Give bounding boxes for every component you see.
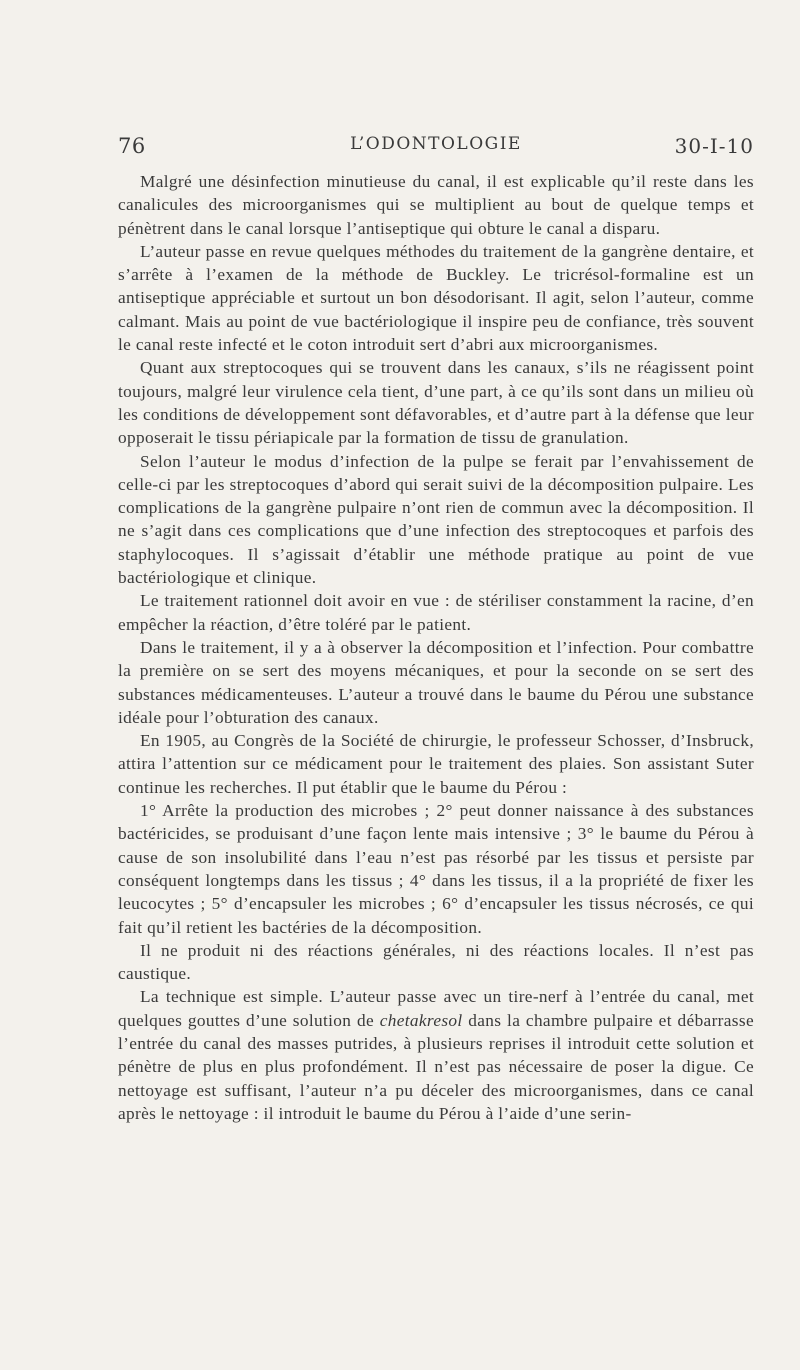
page-number: 76 bbox=[118, 134, 146, 158]
text-run: dans la chambre pulpaire et débarrasse l’entrée du canal des masses putrides, à plusieurs reprises il introduit cette solution et pénètre de plus en plus profondément. Il n’est pas nécessaire de poser la digue. Ce nettoyage est suffisant, l’auteur n’a pu déceler des microorganismes, dans ce canal après le nettoyage : il introduit le baume du Pérou à l’aide d’une serin- bbox=[118, 1010, 754, 1123]
paragraph: Selon l’auteur le modus d’infection de la pulpe se ferait par l’envahissement de celle-ci par les streptocoques d’abord qui serait suivi de la décomposition pulpaire. Les complications de la gangrène pulpaire n’ont rien de commun avec la décomposition. Il ne s’agit dans ces complications que d’une infection des streptocoques et parfois des staphylocoques. Il s’agissait d’établir une méthode pratique au point de vue bactériologique et clinique. bbox=[118, 451, 754, 588]
paragraph-last bbox=[118, 985, 754, 1125]
running-title: L’ODONTOLOGIE bbox=[350, 134, 522, 154]
paragraph: Il ne produit ni des réactions générales, ni des réactions locales. Il n’est pas caustique. bbox=[118, 940, 754, 984]
paragraph: Le traitement rationnel doit avoir en vue : de stériliser constamment la racine, d’en empêcher la réaction, d’être toléré par le patient. bbox=[118, 591, 754, 634]
paragraph: 1° Arrête la production des microbes ; 2° peut donner naissance à des substances bactéricides, se produisant d’une façon lente mais intensive ; 3° le baume du Pérou à cause de son insolubilité dans l’eau n’est pas résorbé par les tissus et persiste par conséquent longtemps dans les tissus ; 4° dans les tissus, il a la propriété de fixer les leucocytes ; 5° d’encapsuler les microbes ; 6° d’encapsuler les tissus nécrosés, ce qui fait qu’il retient les bactéries de la décomposition. bbox=[118, 801, 754, 937]
paragraph: En 1905, au Congrès de la Société de chirurgie, le professeur Schosser, d’Insbruck, attira l’attention sur ce médicament pour le traitement des plaies. Son assistant Suter continue les recherches. Il put établir que le baume du Pérou : bbox=[118, 731, 754, 797]
paragraph: Malgré une désinfection minutieuse du canal, il est explicable qu’il reste dans les canalicules des microorganismes qui se multiplient au bout de quelque temps et pénètrent dans le canal lorsque l’antiseptique qui obture le canal a disparu. bbox=[118, 172, 754, 238]
paragraph: Dans le traitement, il y a à observer la décomposition et l’infection. Pour combattre la première on se sert des moyens mécaniques, et pour la seconde on se sert des substances médicamenteuses. L’auteur a trouvé dans le baume du Pérou une substance idéale pour l’obturation des canaux. bbox=[118, 637, 754, 727]
page-header bbox=[118, 128, 754, 164]
article-body bbox=[118, 170, 754, 1125]
text-run: La technique est simple. L’auteur passe avec un tire-nerf à l’entrée du canal, met quelques gouttes d’une solution de bbox=[118, 987, 754, 1030]
paragraph: Quant aux streptocoques qui se trouvent dans les canaux, s’ils ne réagissent point toujours, malgré leur virulence cela tient, d’une part, à ce qu’ils sont dans un milieu où les conditions de développement sont défavorables, et d’autre part à la défense que leur opposerait le tissu périapicale par la formation de tissu de granulation. bbox=[118, 358, 754, 448]
paragraph: L’auteur passe en revue quelques méthodes du traitement de la gangrène dentaire, et s’arrête à l’examen de la méthode de Buckley. Le tricrésol-formaline est un antiseptique appréciable et surtout un bon désodorisant. Il agit, selon l’auteur, comme calmant. Mais au point de vue bactériologique il inspire peu de confiance, très souvent le canal reste infecté et le coton introduit sert d’abri aux microorganismes. bbox=[118, 241, 754, 355]
italic-term: chetakresol bbox=[379, 1010, 463, 1030]
issue-date: 30-I-10 bbox=[674, 134, 754, 158]
